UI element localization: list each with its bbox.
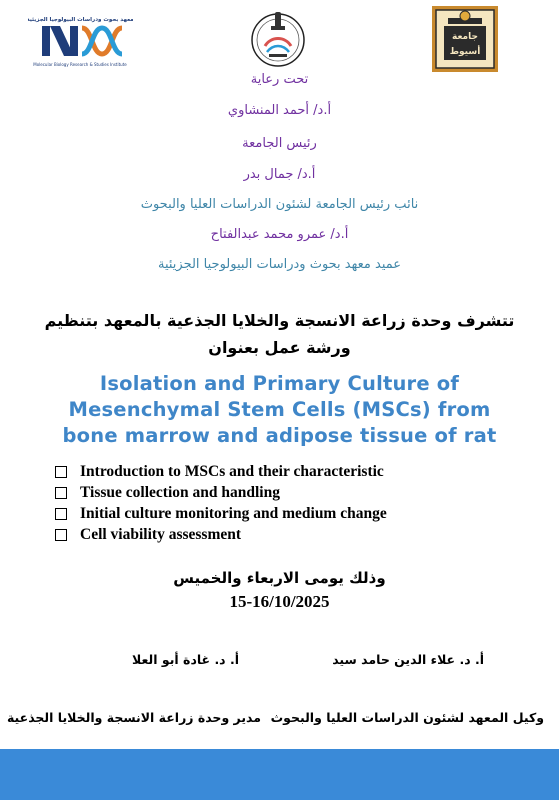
topic-text: Cell viability assessment [80,525,242,543]
university-crest-icon [430,4,500,74]
left-signatory-name: أ. د. غادة أبو العلا [132,652,239,667]
right-signatory-title: وكيل المعهد لشئون الدراسات العليا والبحوث [270,710,544,725]
sponsorship-heading: تحت رعاية [250,72,309,87]
institute-logo [28,12,133,74]
announcement-line1: تتشرف وحدة زراعة الانسجة والخلايا الجذعية بالمعهد بتنظيم [44,311,515,330]
announcement-line2: ورشة عمل بعنوان [208,338,351,357]
list-item [55,461,387,482]
checkbox-square-icon [55,487,67,499]
svg-text:أسيوط: أسيوط [449,47,481,57]
workshop-title-line3: bone marrow and adipose tissue of rat [62,424,497,447]
university-logo [430,4,500,74]
list-item [55,524,387,545]
schedule-days: وذلك يومى الاربعاء والخميس [173,569,386,587]
dean-title: عميد معهد بحوث ودراسات البيولوجيا الجزيئية [157,257,402,272]
checkbox-square-icon [55,466,67,478]
left-signatory-title: مدير وحدة زراعة الانسجة والخلايا الجذعية [6,710,261,725]
microscope-emblem-icon [247,6,309,70]
president-name: أ.د/ أحمد المنشاوي [227,103,332,118]
checkbox-square-icon [55,529,67,541]
topic-list [55,461,387,545]
checkbox-square-icon [55,508,67,520]
president-title: رئيس الجامعة [242,136,317,151]
svg-text:معهد بحوث ودراسات البيولوجيا ا: معهد بحوث ودراسات البيولوجيا الجزيئية [28,17,133,23]
list-item [55,482,387,503]
vp-name: أ.د/ جمال بدر [243,167,316,182]
workshop-title-line2: Mesenchymal Stem Cells (MSCs) from [68,398,491,421]
svg-text:جامعة: جامعة [452,32,478,42]
dean-name: أ.د/ عمرو محمد عبدالفتاح [210,227,349,242]
schedule-dates: 15-16/10/2025 [229,592,330,611]
list-item [55,503,387,524]
vp-title: نائب رئيس الجامعة لشئون الدراسات العليا والبحوث [140,197,419,212]
topic-text: Initial culture monitoring and medium change [80,504,387,522]
workshop-title-line1: Isolation and Primary Culture of [99,372,460,395]
topic-text: Introduction to MSCs and their characteristic [80,462,384,480]
footer-bar [0,749,559,800]
svg-text:Molecular Biology Research & S: Molecular Biology Research & Studies Institute [33,62,127,67]
right-signatory-name: أ. د. علاء الدين حامد سيد [332,652,484,667]
dna-logo-icon [28,12,133,74]
topic-text: Tissue collection and handling [80,483,280,501]
center-emblem [247,6,309,70]
